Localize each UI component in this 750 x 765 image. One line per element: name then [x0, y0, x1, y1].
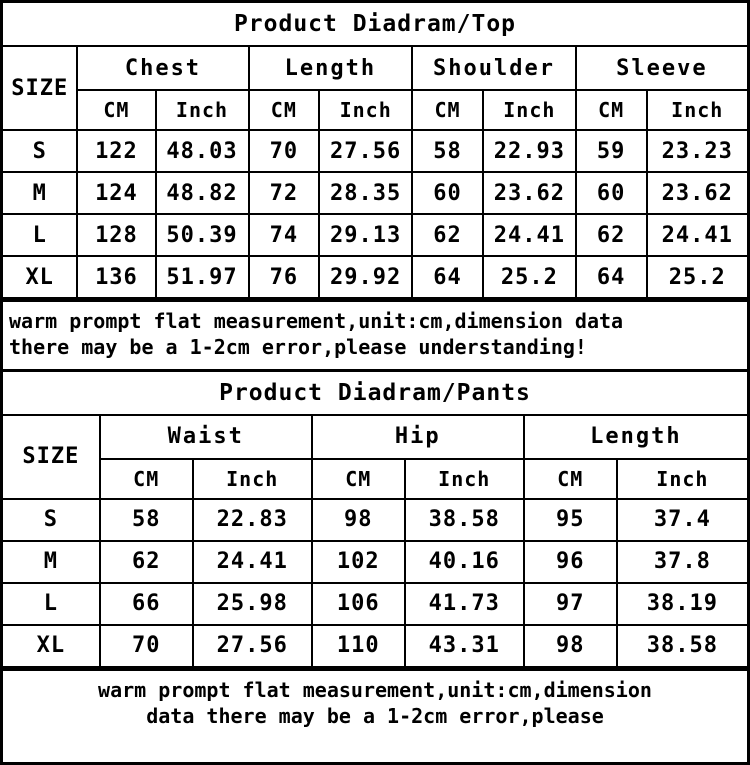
top-row-size-xl: XL — [3, 256, 77, 298]
top-l-chest-cm: 128 — [77, 214, 155, 256]
top-size-table — [3, 3, 747, 299]
pants-unit-hip-cm: CM — [312, 459, 405, 499]
table-row — [3, 625, 747, 667]
pants-xl-waist-inch: 27.56 — [193, 625, 312, 667]
pants-l-length-inch: 38.19 — [617, 583, 747, 625]
pants-group-waist: Waist — [100, 415, 312, 459]
pants-row-size-xl: XL — [3, 625, 100, 667]
top-note — [3, 299, 747, 369]
pants-title: Product Diadram/Pants — [3, 372, 747, 415]
top-xl-length-cm: 76 — [249, 256, 320, 298]
pants-size-chart-block — [3, 372, 747, 738]
pants-s-waist-cm: 58 — [100, 499, 193, 541]
top-xl-chest-cm: 136 — [77, 256, 155, 298]
top-xl-sleeve-inch: 25.2 — [647, 256, 747, 298]
table-row — [3, 256, 747, 298]
pants-row-size-s: S — [3, 499, 100, 541]
pants-unit-waist-inch: Inch — [193, 459, 312, 499]
pants-s-hip-cm: 98 — [312, 499, 405, 541]
top-m-chest-inch: 48.82 — [156, 172, 249, 214]
top-title-row — [3, 3, 747, 46]
pants-xl-length-inch: 38.58 — [617, 625, 747, 667]
top-s-shoulder-inch: 22.93 — [483, 130, 576, 172]
top-s-shoulder-cm: 58 — [412, 130, 483, 172]
pants-size-header: SIZE — [3, 415, 100, 499]
top-m-length-inch: 28.35 — [319, 172, 412, 214]
table-row — [3, 130, 747, 172]
table-row — [3, 214, 747, 256]
top-row-size-l: L — [3, 214, 77, 256]
pants-group-row — [3, 415, 747, 459]
pants-m-length-inch: 37.8 — [617, 541, 747, 583]
top-xl-chest-inch: 51.97 — [156, 256, 249, 298]
table-row — [3, 541, 747, 583]
top-s-sleeve-cm: 59 — [576, 130, 647, 172]
top-unit-length-inch: Inch — [319, 90, 412, 130]
pants-note — [3, 668, 747, 738]
table-row — [3, 499, 747, 541]
pants-s-length-inch: 37.4 — [617, 499, 747, 541]
top-group-chest: Chest — [77, 46, 248, 90]
table-row — [3, 172, 747, 214]
top-l-shoulder-inch: 24.41 — [483, 214, 576, 256]
top-unit-length-cm: CM — [249, 90, 320, 130]
top-group-length: Length — [249, 46, 413, 90]
top-unit-shoulder-cm: CM — [412, 90, 483, 130]
pants-m-waist-inch: 24.41 — [193, 541, 312, 583]
top-l-length-cm: 74 — [249, 214, 320, 256]
pants-note-line-2: data there may be a 1-2cm error,please — [146, 704, 604, 729]
pants-s-waist-inch: 22.83 — [193, 499, 312, 541]
top-group-shoulder: Shoulder — [412, 46, 576, 90]
top-s-chest-cm: 122 — [77, 130, 155, 172]
top-unit-chest-inch: Inch — [156, 90, 249, 130]
top-s-chest-inch: 48.03 — [156, 130, 249, 172]
top-size-header: SIZE — [3, 46, 77, 130]
top-row-size-s: S — [3, 130, 77, 172]
pants-row-size-m: M — [3, 541, 100, 583]
top-m-chest-cm: 124 — [77, 172, 155, 214]
top-group-row — [3, 46, 747, 90]
top-s-length-cm: 70 — [249, 130, 320, 172]
top-l-sleeve-inch: 24.41 — [647, 214, 747, 256]
top-l-shoulder-cm: 62 — [412, 214, 483, 256]
pants-l-hip-cm: 106 — [312, 583, 405, 625]
top-l-sleeve-cm: 62 — [576, 214, 647, 256]
pants-unit-length-inch: Inch — [617, 459, 747, 499]
pants-s-hip-inch: 38.58 — [405, 499, 524, 541]
top-unit-sleeve-cm: CM — [576, 90, 647, 130]
pants-l-waist-cm: 66 — [100, 583, 193, 625]
top-title: Product Diadram/Top — [3, 3, 747, 46]
pants-unit-row — [3, 459, 747, 499]
top-xl-shoulder-inch: 25.2 — [483, 256, 576, 298]
pants-m-waist-cm: 62 — [100, 541, 193, 583]
pants-unit-waist-cm: CM — [100, 459, 193, 499]
pants-xl-length-cm: 98 — [524, 625, 617, 667]
pants-s-length-cm: 95 — [524, 499, 617, 541]
pants-l-waist-inch: 25.98 — [193, 583, 312, 625]
pants-l-hip-inch: 41.73 — [405, 583, 524, 625]
top-m-length-cm: 72 — [249, 172, 320, 214]
pants-unit-length-cm: CM — [524, 459, 617, 499]
pants-size-table — [3, 372, 747, 668]
top-xl-sleeve-cm: 64 — [576, 256, 647, 298]
top-m-sleeve-inch: 23.62 — [647, 172, 747, 214]
top-xl-shoulder-cm: 64 — [412, 256, 483, 298]
top-m-sleeve-cm: 60 — [576, 172, 647, 214]
pants-group-length: Length — [524, 415, 747, 459]
pants-group-hip: Hip — [312, 415, 524, 459]
table-row — [3, 583, 747, 625]
top-note-line-1: warm prompt flat measurement,unit:cm,dimension data — [9, 309, 624, 333]
top-m-shoulder-cm: 60 — [412, 172, 483, 214]
pants-note-line-1: warm prompt flat measurement,unit:cm,dimension — [98, 677, 652, 702]
top-s-sleeve-inch: 23.23 — [647, 130, 747, 172]
top-xl-length-inch: 29.92 — [319, 256, 412, 298]
pants-m-hip-inch: 40.16 — [405, 541, 524, 583]
pants-m-hip-cm: 102 — [312, 541, 405, 583]
top-unit-chest-cm: CM — [77, 90, 155, 130]
pants-row-size-l: L — [3, 583, 100, 625]
top-s-length-inch: 27.56 — [319, 130, 412, 172]
pants-xl-hip-inch: 43.31 — [405, 625, 524, 667]
top-unit-row — [3, 90, 747, 130]
top-group-sleeve: Sleeve — [576, 46, 747, 90]
top-size-chart-block — [3, 3, 747, 369]
top-m-shoulder-inch: 23.62 — [483, 172, 576, 214]
pants-xl-waist-cm: 70 — [100, 625, 193, 667]
top-note-line-2: there may be a 1-2cm error,please understanding! — [9, 335, 587, 360]
pants-xl-hip-cm: 110 — [312, 625, 405, 667]
top-unit-sleeve-inch: Inch — [647, 90, 747, 130]
pants-l-length-cm: 97 — [524, 583, 617, 625]
pants-title-row — [3, 372, 747, 415]
top-l-length-inch: 29.13 — [319, 214, 412, 256]
top-l-chest-inch: 50.39 — [156, 214, 249, 256]
pants-m-length-cm: 96 — [524, 541, 617, 583]
top-row-size-m: M — [3, 172, 77, 214]
top-unit-shoulder-inch: Inch — [483, 90, 576, 130]
pants-unit-hip-inch: Inch — [405, 459, 524, 499]
